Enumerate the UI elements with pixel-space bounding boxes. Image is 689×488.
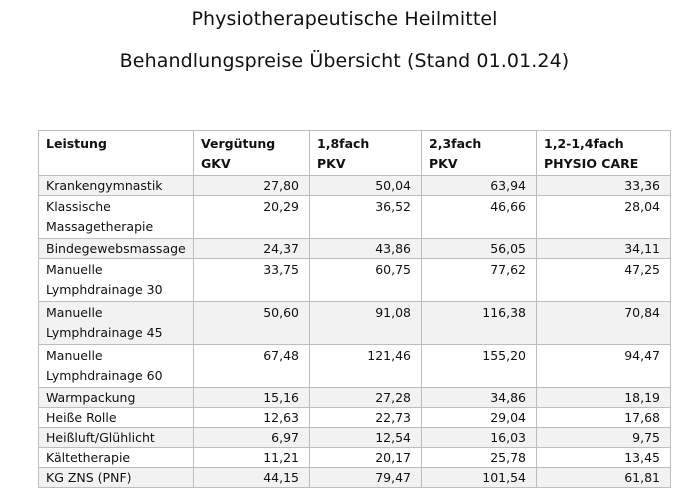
table-row <box>39 259 671 302</box>
price-gkv: 33,75 <box>194 259 310 302</box>
price-pkv-1-8: 22,73 <box>310 408 422 428</box>
column-header-gkv <box>194 131 310 176</box>
price-physio-care: 34,11 <box>537 239 671 259</box>
column-header-line: PHYSIO CARE <box>544 156 639 171</box>
price-gkv: 15,16 <box>194 388 310 408</box>
price-table <box>38 130 671 488</box>
table-row <box>39 345 671 388</box>
table-row <box>39 468 671 488</box>
price-pkv-2-3: 34,86 <box>422 388 537 408</box>
price-pkv-1-8: 121,46 <box>310 345 422 388</box>
price-pkv-1-8: 79,47 <box>310 468 422 488</box>
table-row <box>39 388 671 408</box>
price-pkv-2-3: 116,38 <box>422 302 537 345</box>
column-header-pkv-1-8 <box>310 131 422 176</box>
price-pkv-2-3: 16,03 <box>422 428 537 448</box>
service-name-cell <box>39 448 194 468</box>
table-row <box>39 302 671 345</box>
service-name-line: Manuelle <box>46 262 103 277</box>
price-pkv-2-3: 101,54 <box>422 468 537 488</box>
table-row <box>39 408 671 428</box>
column-header-line: 1,8fach <box>317 136 370 151</box>
price-pkv-2-3: 25,78 <box>422 448 537 468</box>
price-gkv: 27,80 <box>194 176 310 196</box>
price-gkv: 6,97 <box>194 428 310 448</box>
table-row <box>39 448 671 468</box>
price-pkv-1-8: 36,52 <box>310 196 422 239</box>
column-header-line: Leistung <box>46 136 107 151</box>
service-name-line: KG ZNS (PNF) <box>46 470 132 485</box>
service-name-cell <box>39 345 194 388</box>
service-name-cell <box>39 196 194 239</box>
table-row <box>39 196 671 239</box>
column-header-line: PKV <box>317 156 346 171</box>
price-gkv: 44,15 <box>194 468 310 488</box>
service-name-line: Krankengymnastik <box>46 178 163 193</box>
price-physio-care: 18,19 <box>537 388 671 408</box>
service-name-cell <box>39 388 194 408</box>
service-name-line: Lymphdrainage 30 <box>46 282 163 297</box>
column-header-line: Vergütung GKV <box>201 136 276 171</box>
service-name-line: Manuelle <box>46 348 103 363</box>
document-subtitle: Behandlungspreise Übersicht (Stand 01.01.24) <box>119 50 570 72</box>
service-name-cell <box>39 259 194 302</box>
price-pkv-1-8: 60,75 <box>310 259 422 302</box>
price-pkv-2-3: 155,20 <box>422 345 537 388</box>
column-header-physio-care <box>537 131 671 176</box>
service-name-cell <box>39 408 194 428</box>
service-name-cell <box>39 239 194 259</box>
price-pkv-1-8: 50,04 <box>310 176 422 196</box>
price-pkv-1-8: 20,17 <box>310 448 422 468</box>
price-gkv: 50,60 <box>194 302 310 345</box>
price-pkv-2-3: 63,94 <box>422 176 537 196</box>
column-header-line: 1,2-1,4fach <box>544 136 624 151</box>
price-physio-care: 94,47 <box>537 345 671 388</box>
service-name-line: Warmpackung <box>46 390 136 405</box>
service-name-line: Klassische <box>46 199 111 214</box>
service-name-line: Manuelle <box>46 305 103 320</box>
price-physio-care: 9,75 <box>537 428 671 448</box>
price-physio-care: 28,04 <box>537 196 671 239</box>
price-physio-care: 13,45 <box>537 448 671 468</box>
table-row <box>39 239 671 259</box>
price-physio-care: 33,36 <box>537 176 671 196</box>
price-pkv-1-8: 27,28 <box>310 388 422 408</box>
column-header-service <box>39 131 194 176</box>
price-physio-care: 17,68 <box>537 408 671 428</box>
price-pkv-2-3: 29,04 <box>422 408 537 428</box>
service-name-line: Heiße Rolle <box>46 410 117 425</box>
service-name-line: Heißluft/Glühlicht <box>46 430 155 445</box>
price-gkv: 67,48 <box>194 345 310 388</box>
service-name-line: Massagetherapie <box>46 219 154 234</box>
service-name-line: Lymphdrainage 45 <box>46 325 163 340</box>
service-name-line: Bindegewebsmassage <box>46 241 186 256</box>
price-physio-care: 70,84 <box>537 302 671 345</box>
price-pkv-1-8: 43,86 <box>310 239 422 259</box>
service-name-cell <box>39 428 194 448</box>
price-physio-care: 61,81 <box>537 468 671 488</box>
price-pkv-2-3: 46,66 <box>422 196 537 239</box>
price-gkv: 24,37 <box>194 239 310 259</box>
column-header-line: PKV <box>429 156 458 171</box>
service-name-cell <box>39 468 194 488</box>
column-header-line: 2,3fach <box>429 136 482 151</box>
price-gkv: 12,63 <box>194 408 310 428</box>
document-title: Physiotherapeutische Heilmittel <box>191 8 498 30</box>
table-row <box>39 428 671 448</box>
price-physio-care: 47,25 <box>537 259 671 302</box>
column-header-pkv-2-3 <box>422 131 537 176</box>
table-row <box>39 176 671 196</box>
price-pkv-1-8: 12,54 <box>310 428 422 448</box>
price-pkv-2-3: 56,05 <box>422 239 537 259</box>
table-header-row <box>39 131 671 176</box>
service-name-cell <box>39 176 194 196</box>
price-gkv: 11,21 <box>194 448 310 468</box>
service-name-cell <box>39 302 194 345</box>
price-gkv: 20,29 <box>194 196 310 239</box>
price-pkv-2-3: 77,62 <box>422 259 537 302</box>
service-name-line: Kältetherapie <box>46 450 131 465</box>
service-name-line: Lymphdrainage 60 <box>46 368 163 383</box>
price-pkv-1-8: 91,08 <box>310 302 422 345</box>
